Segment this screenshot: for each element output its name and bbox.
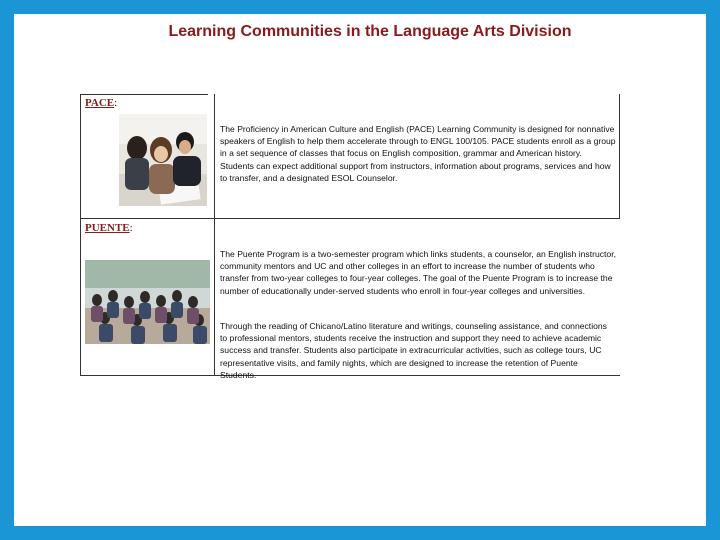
table-right-border — [619, 94, 620, 218]
puente-description-1: The Puente Program is a two-semester program which links students, a counselor, an English instructor, community mentors and UC and other colleges in an effort to increase the number of students who transfer from two-year colleges to four-year colleges. The goal of the Puente Program is to increase the number of educationally under-served students who enroll in four-year colleges and universities. — [220, 249, 616, 296]
puente-description-2: Through the reading of Chicano/Latino literature and writings, counseling assistance, and connections to professional mentors, students receive the instruction and support they need to achieve academic success and transfer. Students also participate in extracurricular activities, such as college tours, UC representative visits, and family nights, which are designed to increase the retention of Puente Students. — [220, 321, 607, 380]
puente-label-text: PUENTE — [85, 222, 130, 234]
pace-students-photo — [119, 114, 207, 206]
puente-group-photo — [85, 260, 210, 344]
slide — [14, 14, 706, 526]
puente-label-colon: : — [129, 222, 133, 234]
learning-communities-table — [80, 94, 620, 380]
page-title: Learning Communities in the Language Arts Division — [168, 23, 572, 40]
table-top-border-left — [80, 94, 208, 95]
pace-label-colon: : — [114, 97, 118, 109]
puente-label — [85, 222, 133, 234]
group-photo-icon — [85, 260, 210, 344]
pace-label-text: PACE — [85, 97, 115, 109]
students-studying-icon — [119, 114, 207, 206]
table-row-divider — [80, 218, 620, 219]
pace-description: The Proficiency in American Culture and English (PACE) Learning Community is designed for nonnative speakers of English to help them accelerate through to ENGL 100/105. PACE students enroll as a group in a set sequence of classes that focus on English composition, grammar and American history. Students can expect additional support from instructors, information about programs, services and how to transfer, and a designated ESOL Counselor. — [220, 124, 616, 183]
table-left-border — [80, 94, 81, 376]
pace-label — [85, 97, 117, 109]
table-column-divider — [214, 94, 215, 376]
